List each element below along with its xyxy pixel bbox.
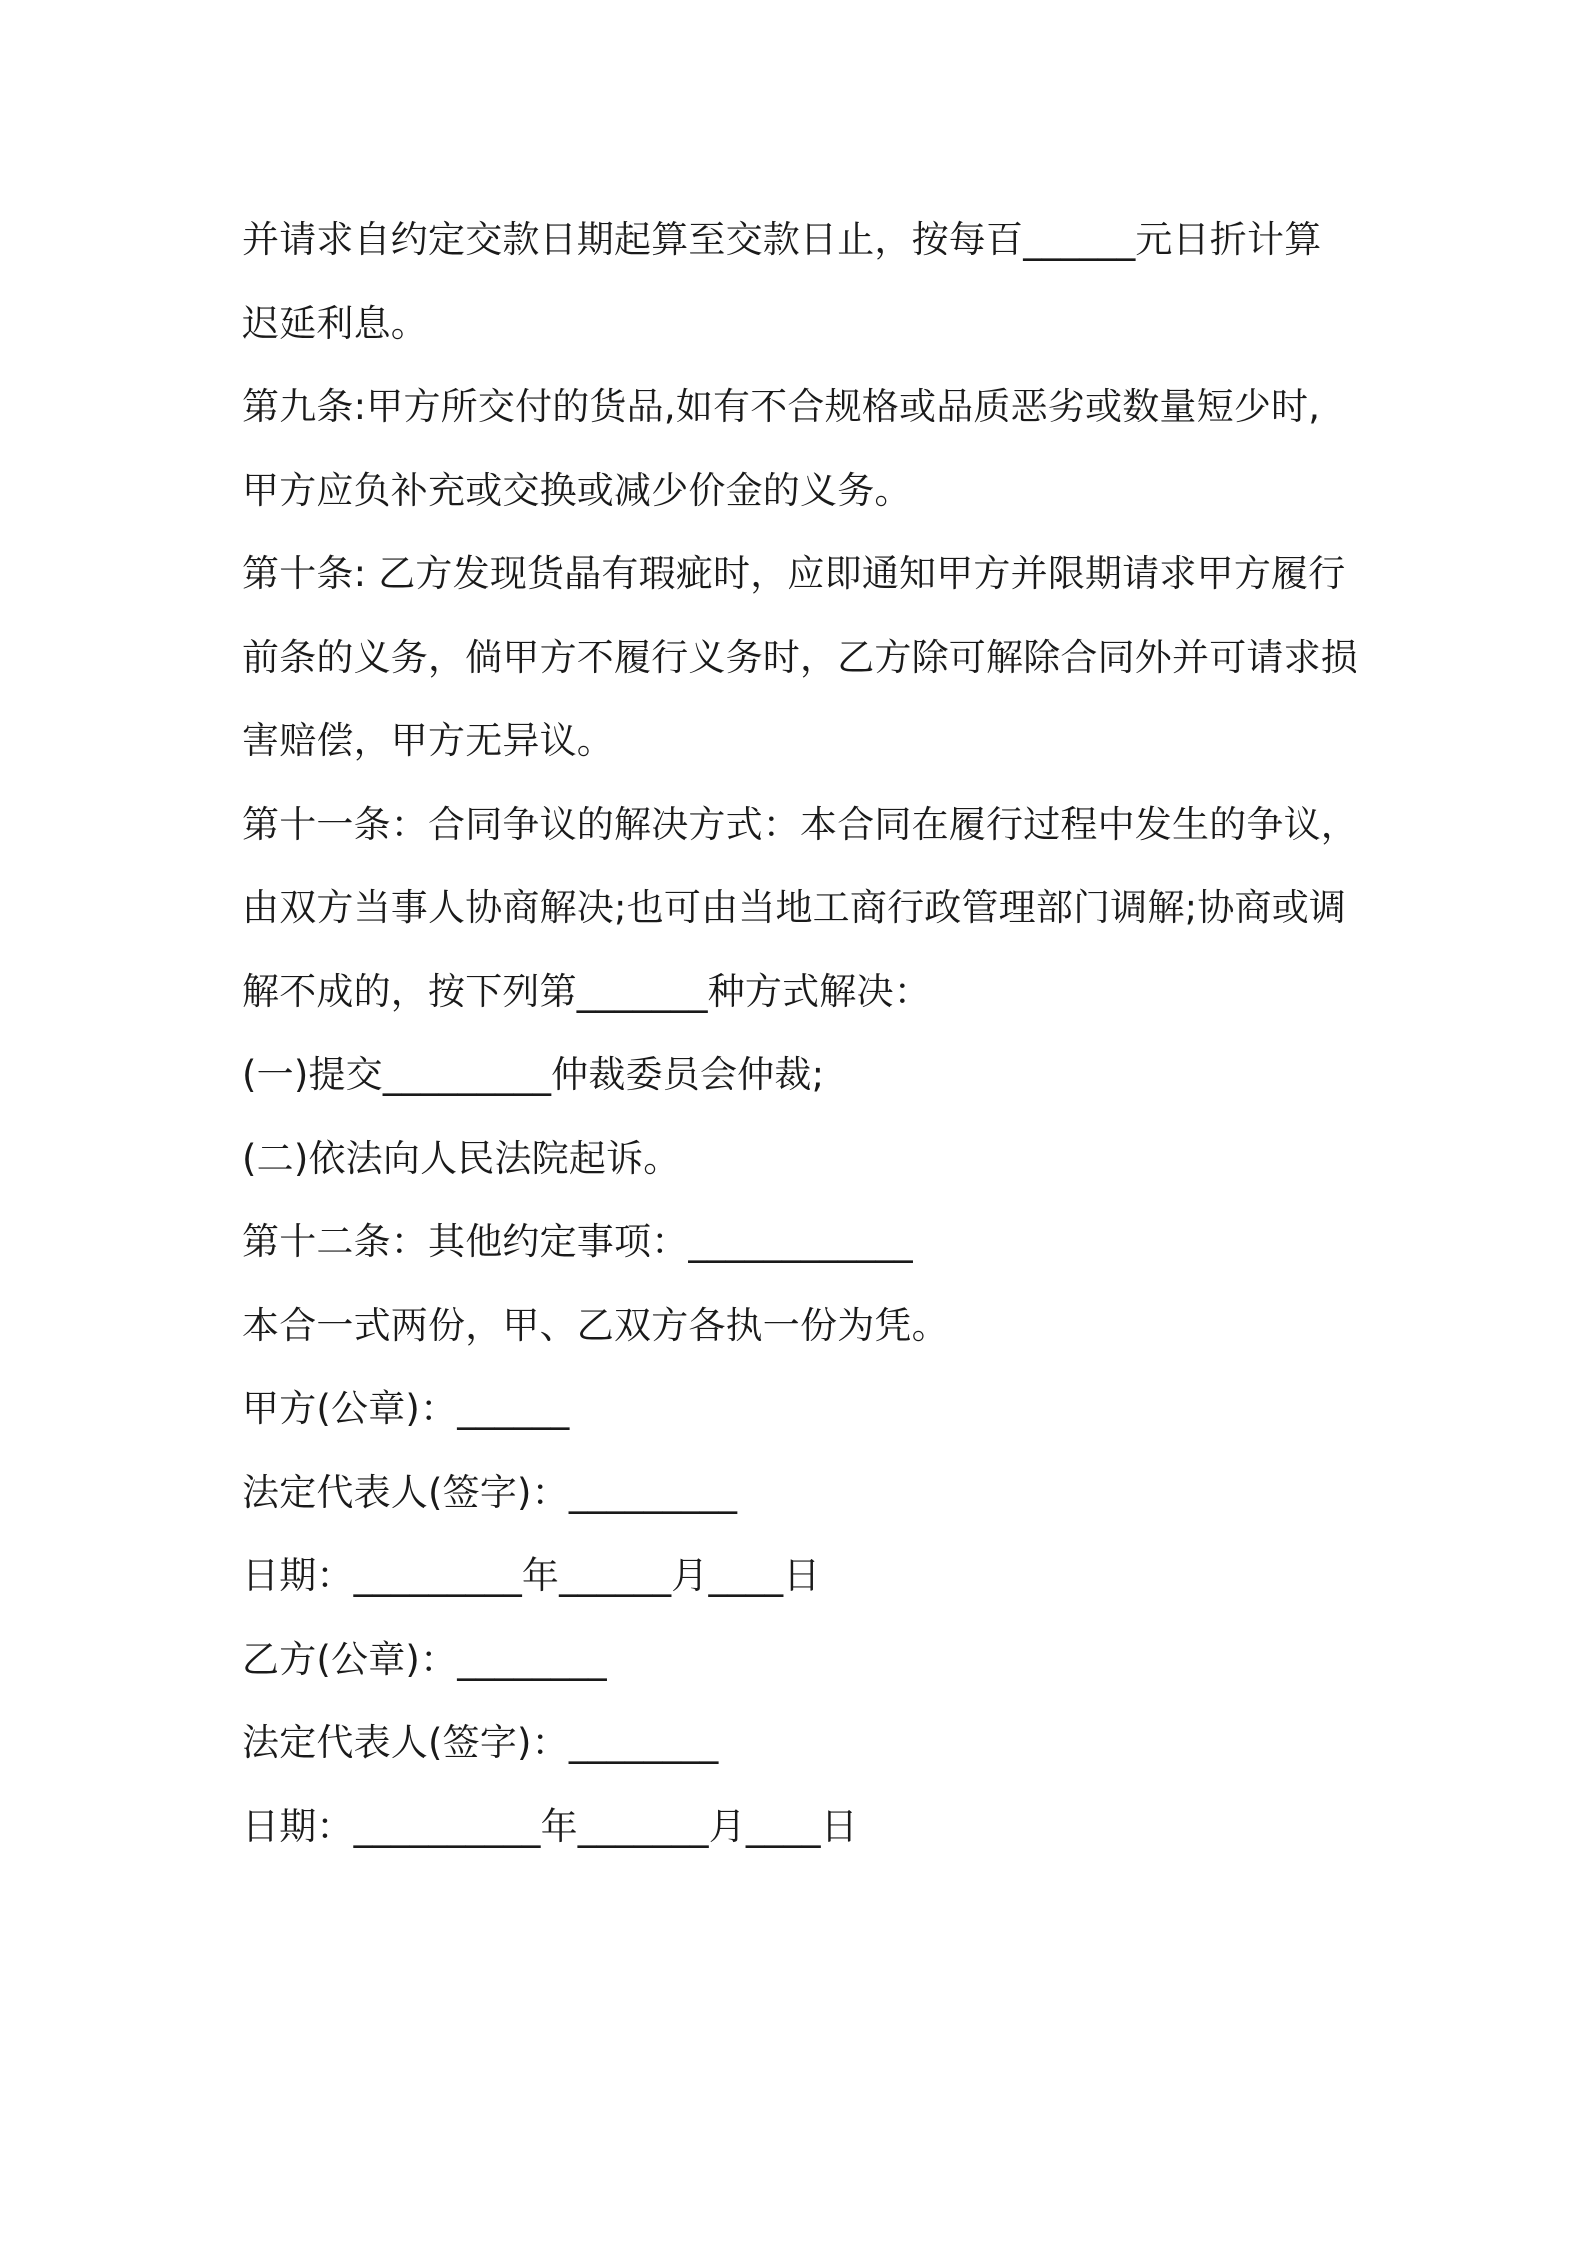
party-a-representative: 法定代表人(签字)：_________	[242, 1470, 738, 1514]
article-10: 第十条: 乙方发现货晶有瑕疵时，应即通知甲方并限期请求甲方履行	[242, 552, 1346, 595]
party-b-seal: 乙方(公章)：________	[242, 1637, 607, 1681]
text-line: 迟延利息。	[242, 301, 428, 345]
text-line: 害赔偿，甲方无异议。	[242, 719, 614, 762]
party-b-date: 日期：__________年_______月____日	[242, 1804, 858, 1848]
text-line: 并请求自约定交款日期起算至交款日止，按每百______元日折计算	[242, 218, 1322, 261]
contract-body	[242, 198, 1362, 1868]
option-court: (二)依法向人民法院起诉。	[242, 1136, 681, 1180]
option-arbitration: (一)提交_________仲裁委员会仲裁;	[242, 1053, 825, 1096]
text-line: 甲方应负补充或交换或减少价金的义务。	[242, 468, 912, 512]
article-11: 第十一条：合同争议的解决方式：本合同在履行过程中发生的争议，	[242, 802, 1358, 846]
article-12: 第十二条：其他约定事项：____________	[242, 1220, 913, 1263]
text-line: 前条的义务，倘甲方不履行义务时，乙方除可解除合同外并可请求损	[242, 635, 1358, 679]
copies-statement: 本合一式两份，甲、乙双方各执一份为凭。	[242, 1303, 949, 1347]
text-line: 解不成的，按下列第_______种方式解决：	[242, 969, 931, 1013]
party-a-seal: 甲方(公章)：______	[242, 1387, 570, 1430]
party-a-date: 日期：_________年______月____日	[242, 1554, 821, 1597]
party-b-representative: 法定代表人(签字)：________	[242, 1721, 719, 1764]
text-line: 由双方当事人协商解决;也可由当地工商行政管理部门调解;协商或调	[242, 886, 1347, 929]
article-9: 第九条:甲方所交付的货品,如有不合规格或品质恶劣或数量短少时,	[242, 385, 1321, 428]
